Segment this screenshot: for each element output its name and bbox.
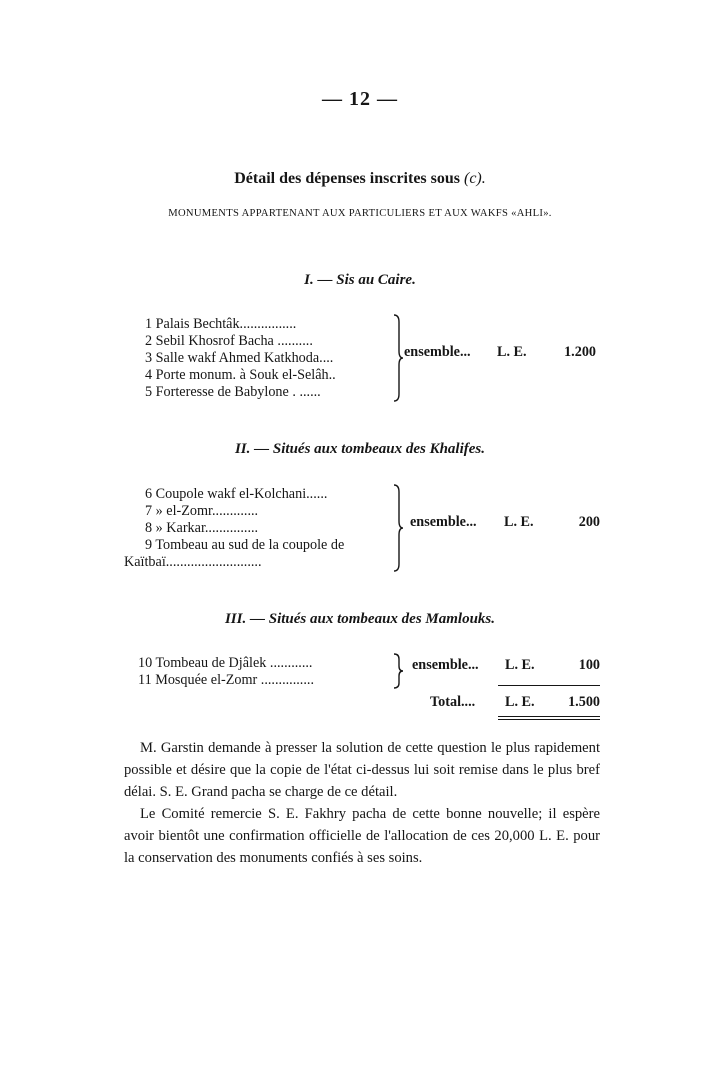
- title-text: Détail des dépenses inscrites sous: [234, 170, 460, 187]
- section-summary-amount: 200: [578, 514, 600, 530]
- list-item: 7 » el-Zomr.............: [145, 503, 259, 519]
- section-heading-cairo: I. — Sis au Caire.: [304, 272, 416, 288]
- list-item: 1 Palais Bechtâk................: [145, 316, 297, 332]
- total-double-rule: [498, 716, 600, 717]
- title-reference: (c).: [464, 170, 486, 187]
- section-summary-currency: L. E.: [505, 657, 535, 673]
- list-item: 2 Sebil Khosrof Bacha ..........: [145, 333, 313, 349]
- section-summary-amount: 100: [578, 657, 600, 673]
- brace-icon: [392, 314, 404, 402]
- page-number: — 12 —: [322, 88, 398, 110]
- section-heading-khalifes: II. — Situés aux tombeaux des Khalifes.: [234, 441, 486, 457]
- list-item: 9 Tombeau au sud de la coupole de: [145, 537, 345, 553]
- paragraph: M. Garstin demande à presser la solution de cette question le plus rapidement possible et désire que la copie de l'état ci-dessus lui soit remise dans le plus bref délai. S. E. Grand pacha se charge de ce détail.: [124, 740, 600, 800]
- total-currency: L. E.: [505, 694, 535, 710]
- brace-icon: [392, 653, 404, 689]
- section-summary-amount: 1.200: [564, 344, 596, 360]
- list-item: 10 Tombeau de Djâlek ............: [138, 655, 313, 671]
- list-item: 8 » Karkar...............: [145, 520, 259, 536]
- total-amount: 1.500: [568, 694, 600, 710]
- total-rule: [498, 685, 600, 686]
- section-summary-label: ensemble...: [412, 657, 479, 673]
- page-title: [0, 170, 720, 188]
- total-double-rule: [498, 719, 600, 720]
- section-summary-currency: L. E.: [504, 514, 534, 530]
- list-item: 4 Porte monum. à Souk el-Selâh..: [145, 367, 336, 383]
- list-item: Kaïtbaï...........................: [124, 554, 262, 570]
- list-item: 5 Forteresse de Babylone . ......: [145, 384, 321, 400]
- list-item: 3 Salle wakf Ahmed Katkhoda....: [145, 350, 334, 366]
- brace-icon: [392, 484, 404, 572]
- list-item: 6 Coupole wakf el-Kolchani......: [145, 486, 328, 502]
- section-heading-mamlouks: III. — Situés aux tombeaux des Mamlouks.: [224, 611, 496, 627]
- paragraph: Le Comité remercie S. E. Fakhry pacha de cette bonne nouvelle; il espère avoir bientôt une confirmation officielle de l'allocation de ces 20,000 L. E. pour la conservation des monuments confiés à ses soins.: [124, 806, 600, 866]
- section-summary-label: ensemble...: [404, 344, 471, 360]
- subtitle: MONUMENTS APPARTENANT AUX PARTICULIERS ET AUX WAKFS «AHLI».: [168, 208, 552, 219]
- body-text: [124, 737, 600, 869]
- section-summary-currency: L. E.: [497, 344, 527, 360]
- list-item: 11 Mosquée el-Zomr ...............: [138, 672, 314, 688]
- total-label: Total....: [430, 694, 476, 710]
- section-summary-label: ensemble...: [410, 514, 477, 530]
